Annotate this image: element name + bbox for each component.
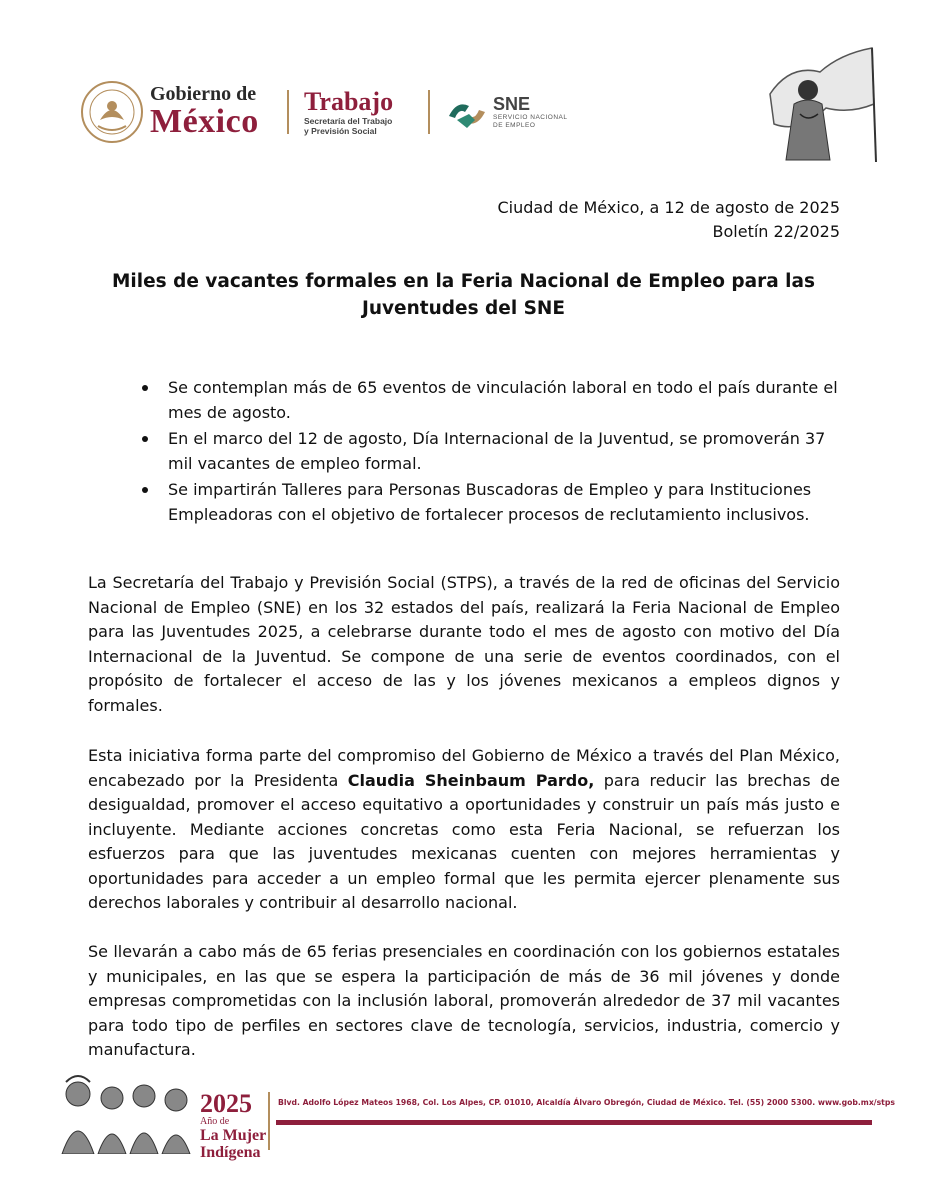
footer-address: Blvd. Adolfo López Mateos 1968, Col. Los Alpes, CP. 01010, Alcaldía Álvaro Obregón, Ciudad de México. Tel. (55) 2000 5300. www.gob.mx/stps — [278, 1098, 895, 1107]
national-seal-icon — [80, 80, 144, 144]
paragraph-2 — [88, 744, 840, 916]
trabajo-logo-small-2: y Previsión Social — [304, 126, 377, 136]
list-item: En el marco del 12 de agosto, Día Internacional de la Juventud, se promoverán 37 mil vacantes de empleo formal. — [140, 427, 840, 476]
date-block — [497, 196, 840, 244]
gobierno-logo — [150, 84, 259, 140]
bulletin-number: Boletín 22/2025 — [712, 222, 840, 241]
year-line-2: Indígena — [200, 1144, 261, 1161]
year-sub: Año de — [200, 1116, 230, 1127]
paragraph-3: Se llevarán a cabo más de 65 ferias presenciales en coordinación con los gobiernos estatales y municipales, en las que se espera la participación de más de 36 mil jóvenes y donde empresas comprometidas con la inclusión laboral, promoverán alrededor de 37 mil vacantes para todo tipo de perfiles en sectores clave de tecnología, servicios, industria, comercio y manufactura. — [88, 942, 840, 1059]
highlights-list — [140, 376, 840, 529]
sne-handshake-icon — [445, 92, 489, 136]
gobierno-logo-small: Gobierno de — [150, 83, 257, 105]
trabajo-logo-big: Trabajo — [304, 87, 394, 116]
header-divider — [287, 90, 289, 134]
title-line-1: Miles de vacantes formales en la Feria Nacional de Empleo para las — [111, 271, 816, 292]
header-divider — [428, 90, 430, 134]
gobierno-logo-big: México — [150, 103, 259, 140]
paragraph-2-before: Esta iniciativa forma parte del compromiso del Gobierno de México a través del Plan México, encabezado por la Presidenta — [88, 746, 840, 790]
trabajo-logo-small-1: Secretaría del Trabajo — [304, 116, 393, 126]
list-item: Se impartirán Talleres para Personas Buscadoras de Empleo y para Instituciones Empleadoras con el objetivo de fortalecer procesos de reclutamiento inclusivos. — [140, 478, 840, 527]
sne-logo-big: SNE — [493, 94, 531, 114]
footer-rule — [276, 1120, 872, 1125]
date-line: Ciudad de México, a 12 de agosto de 2025 — [497, 198, 840, 217]
list-item: Se contemplan más de 65 eventos de vinculación laboral en todo el país durante el mes de agosto. — [140, 376, 840, 425]
year-line-1: La Mujer — [200, 1127, 267, 1144]
paragraph-2-after: para reducir las brechas de desigualdad, promover el acceso equitativo a oportunidades y construir un país más justo e incluyente. Mediante acciones concretas como esta Feria Nacional, se refuerzan los esfuerzos para que las juventudes mexicanas cuenten con mejores herramientas y oportunidades para acceder a un empleo formal que les permita ejercer plenamente sus derechos laborales y contribuir al desarrollo nacional. — [88, 770, 840, 912]
trabajo-logo — [304, 88, 393, 136]
president-name: Claudia Sheinbaum Pardo, — [347, 770, 595, 790]
year-number: 2025 — [200, 1089, 252, 1118]
woman-with-flag-icon — [760, 44, 878, 164]
letterhead — [0, 0, 927, 180]
footer-divider — [268, 1092, 270, 1150]
sne-logo-small-2: DE EMPLEO — [493, 122, 536, 129]
indigenous-women-illustration-icon — [56, 1068, 196, 1154]
title-line-2: Juventudes del SNE — [361, 298, 566, 319]
sne-logo — [493, 94, 567, 130]
year-of-indigenous-women-logo — [200, 1089, 267, 1161]
paragraph-1: La Secretaría del Trabajo y Previsión Social (STPS), a través de la red de oficinas del Servicio Nacional de Empleo (SNE) en los 32 estados del país, realizará la Feria Nacional de Empleo para las Juventudes 2025, a celebrarse durante todo el mes de agosto con motivo del Día Internacional de la Juventud. Se compone de una serie de eventos coordinados, con el propósito de fortalecer el acceso de las y los jóvenes mexicanos a empleos dignos y formales. — [88, 573, 840, 715]
sne-logo-small-1: SERVICIO NACIONAL — [493, 114, 568, 121]
press-release-title — [90, 268, 837, 322]
